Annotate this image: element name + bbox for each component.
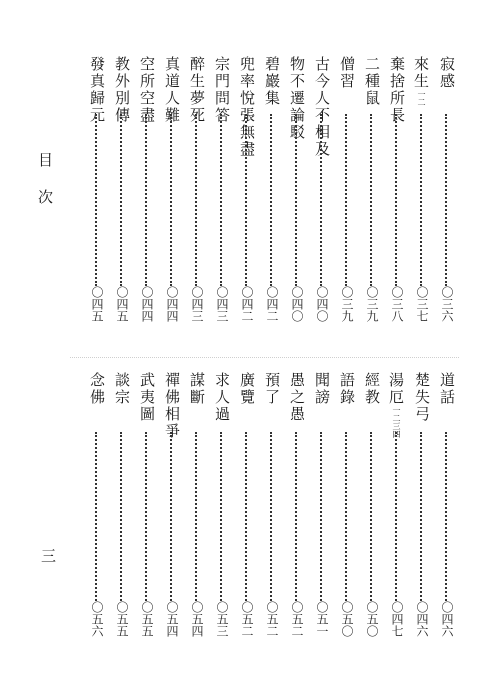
- toc-entry-title-text: 兜率悅張無盡: [238, 56, 256, 158]
- toc-entry: [159, 56, 184, 322]
- toc-entry: [109, 372, 134, 637]
- toc-entry-title: [234, 372, 259, 406]
- toc-entry-title: [209, 372, 234, 423]
- toc-entry: [84, 56, 109, 322]
- toc-entry-title-text: 禪佛相爭: [163, 372, 181, 440]
- toc-entry-title: [359, 372, 384, 406]
- toc-block-bottom: [84, 372, 459, 637]
- dot-leader: [270, 432, 272, 601]
- toc-entry-title: [184, 372, 209, 406]
- page-number: 三: [39, 548, 57, 563]
- dot-leader: [195, 114, 197, 286]
- dot-leader: [120, 432, 122, 601]
- dot-leader: [395, 432, 397, 601]
- dot-leader: [320, 114, 322, 286]
- dot-leader: [220, 114, 222, 286]
- toc-entry-page: 〇三九: [340, 286, 354, 322]
- dot-leader: [370, 432, 372, 601]
- dot-leader: [170, 432, 172, 601]
- dot-leader: [220, 432, 222, 601]
- toc-entry-title-text: 二種鼠: [363, 56, 381, 107]
- toc-entry: [284, 372, 309, 637]
- toc-entry-title-text: 僧習: [338, 56, 356, 90]
- toc-entry-page: 〇三六: [440, 286, 454, 322]
- toc-entry-title-text: 語錄: [338, 372, 356, 406]
- toc-entry-title-text: 碧巖集: [263, 56, 281, 107]
- toc-entry-title: [109, 372, 134, 406]
- dot-leader: [170, 114, 172, 286]
- toc-entry: [309, 56, 334, 322]
- toc-entry: [134, 56, 159, 322]
- toc-entry-title: [159, 372, 184, 440]
- toc-entry-page: 〇五二: [240, 601, 254, 637]
- toc-entry-page: 〇四四: [140, 286, 154, 322]
- dot-leader: [245, 114, 247, 286]
- dot-leader: [95, 114, 97, 286]
- toc-entry-page: 〇四七: [390, 601, 404, 637]
- toc-entry-title: [84, 372, 109, 406]
- toc-entry-title-text: 發真歸元: [88, 56, 106, 124]
- toc-entry-page: 〇五三: [215, 601, 229, 637]
- toc-entry-page: 〇四二: [265, 286, 279, 322]
- toc-entry-note: 一二: [417, 90, 426, 106]
- toc-entry: [209, 372, 234, 637]
- toc-entry-title-text: 醉生夢死: [188, 56, 206, 124]
- toc-entry-page: 〇四五: [90, 286, 104, 322]
- dot-leader: [370, 114, 372, 286]
- toc-entry-page: 〇四〇: [315, 286, 329, 322]
- divider: [70, 357, 459, 358]
- toc-entry: [184, 56, 209, 322]
- toc-entry-page: 〇五五: [140, 601, 154, 637]
- toc-entry-title-text: 真道人難: [163, 56, 181, 124]
- toc-entry-title-text: 預了: [263, 372, 281, 406]
- dot-leader: [345, 432, 347, 601]
- toc-entry-page: 〇五一: [315, 601, 329, 637]
- toc-entry-page: 〇三七: [415, 286, 429, 322]
- toc-entry-title-text: 道話: [438, 372, 456, 406]
- toc-entry: [84, 372, 109, 637]
- dot-leader: [95, 432, 97, 601]
- toc-entry-page: 〇四〇: [290, 286, 304, 322]
- toc-entry-title: [359, 56, 384, 107]
- toc-entry-page: 〇五〇: [340, 601, 354, 637]
- toc-entry-title: [259, 372, 284, 406]
- toc-entry-page: 〇四五: [115, 286, 129, 322]
- toc-entry: [334, 372, 359, 637]
- toc-entry-page: 〇四二: [240, 286, 254, 322]
- toc-entry-title: [134, 372, 159, 423]
- toc-entry-note: 一二三四: [392, 406, 401, 438]
- toc-entry-title-text: 棄捨所長: [388, 56, 406, 124]
- toc-entry-title-text: 湯厄: [387, 372, 405, 406]
- toc-entry-page: 〇五五: [115, 601, 129, 637]
- toc-entry-title-text: 經教: [363, 372, 381, 406]
- toc-entry: [409, 56, 434, 322]
- section-label: 目次: [36, 152, 54, 226]
- toc-entry-title-text: 廣覽: [238, 372, 256, 406]
- toc-entry-page: 〇四六: [440, 601, 454, 637]
- toc-entry-title-text: 謀斷: [188, 372, 206, 406]
- toc-entry-title-text: 求人過: [213, 372, 231, 423]
- toc-entry-page: 〇五四: [190, 601, 204, 637]
- toc-entry-title: [284, 372, 309, 423]
- toc-entry: [209, 56, 234, 322]
- toc-entry-title-text: 教外別傳: [113, 56, 131, 124]
- toc-entry-title: [409, 372, 434, 423]
- toc-entry: [234, 372, 259, 637]
- toc-entry-title-text: 愚之愚: [288, 372, 306, 423]
- toc-entry-title: [309, 372, 334, 406]
- dot-leader: [395, 114, 397, 286]
- toc-entry: [434, 56, 459, 322]
- toc-entry-title-text: 武夷圖: [138, 372, 156, 423]
- dot-leader: [420, 114, 422, 286]
- toc-entry-title-text: 楚失弓: [413, 372, 431, 423]
- dot-leader: [345, 114, 347, 286]
- toc-entry-title: [409, 56, 434, 106]
- toc-entry-page: 〇五二: [290, 601, 304, 637]
- toc-entry: [334, 56, 359, 322]
- toc-entry-title: [334, 372, 359, 406]
- toc-entry-page: 〇五四: [165, 601, 179, 637]
- toc-entry: [384, 56, 409, 322]
- toc-entry-title-text: 古今人不相及: [313, 56, 331, 158]
- toc-entry-title-text: 談宗: [113, 372, 131, 406]
- toc-entry-page: 〇五六: [90, 601, 104, 637]
- dot-leader: [295, 432, 297, 601]
- toc-entry-title: [334, 56, 359, 90]
- toc-entry-title: [259, 56, 284, 107]
- toc-entry-title-text: 聞謗: [313, 372, 331, 406]
- dot-leader: [145, 114, 147, 286]
- toc-entry: [384, 372, 409, 637]
- toc-entry-title: [434, 56, 459, 90]
- toc-entry-title-text: 念佛: [88, 372, 106, 406]
- toc-entry-title-text: 寂感: [438, 56, 456, 90]
- toc-entry-title-text: 空所空盡: [138, 56, 156, 124]
- toc-entry: [134, 372, 159, 637]
- toc-entry-title: [434, 372, 459, 406]
- dot-leader: [295, 114, 297, 286]
- toc-block-top: [84, 56, 459, 322]
- toc-entry-page: 〇四三: [215, 286, 229, 322]
- toc-entry-page: 〇三八: [390, 286, 404, 322]
- dot-leader: [445, 114, 447, 286]
- toc-entry-page: 〇五二: [265, 601, 279, 637]
- dot-leader: [245, 432, 247, 601]
- toc-entry: [284, 56, 309, 322]
- toc-entry: [184, 372, 209, 637]
- toc-entry: [359, 372, 384, 637]
- toc-entry-title-text: 物不遷論駁: [288, 56, 306, 141]
- dot-leader: [445, 432, 447, 601]
- toc-entry: [109, 56, 134, 322]
- toc-entry: [259, 56, 284, 322]
- toc-entry: [259, 372, 284, 637]
- toc-entry-title: [384, 372, 409, 438]
- dot-leader: [320, 432, 322, 601]
- dot-leader: [195, 432, 197, 601]
- dot-leader: [420, 432, 422, 601]
- toc-entry: [234, 56, 259, 322]
- toc-entry-title-text: 來生: [412, 56, 430, 90]
- toc-entry: [309, 372, 334, 637]
- dot-leader: [270, 114, 272, 286]
- toc-entry-page: 〇四三: [190, 286, 204, 322]
- toc-entry-page: 〇四六: [415, 601, 429, 637]
- toc-entry-title-text: 宗門問答: [213, 56, 231, 124]
- toc-entry: [159, 372, 184, 637]
- toc-entry-page: 〇五〇: [365, 601, 379, 637]
- dot-leader: [145, 432, 147, 601]
- toc-entry-page: 〇四四: [165, 286, 179, 322]
- dot-leader: [120, 114, 122, 286]
- toc-entry: [434, 372, 459, 637]
- toc-entry-page: 〇三九: [365, 286, 379, 322]
- toc-entry: [359, 56, 384, 322]
- toc-entry: [409, 372, 434, 637]
